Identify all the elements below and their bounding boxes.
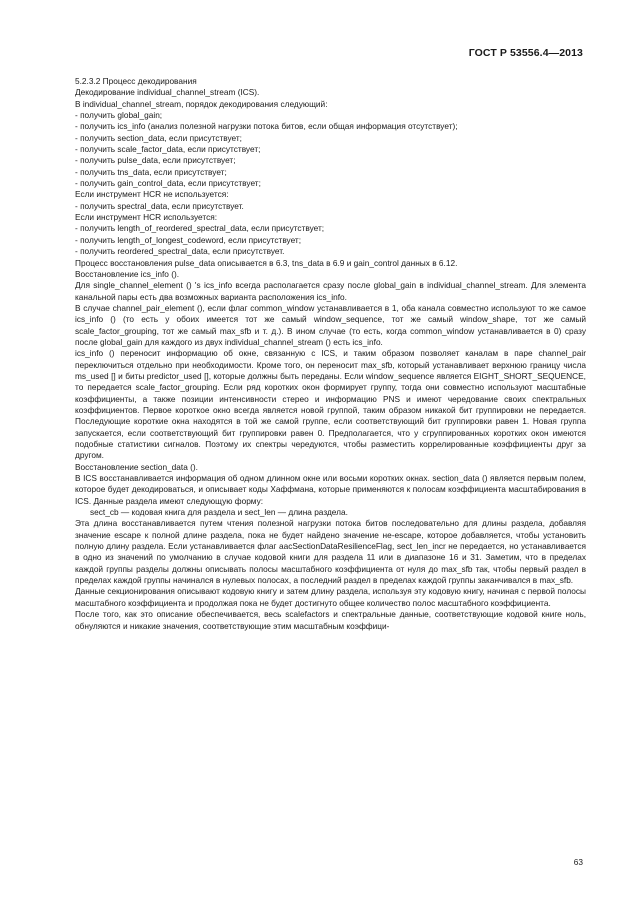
- paragraph: В ICS восстанавливается информация об одном длинном окне или восьми коротких окнах. section_data () является первым полем, которое будет декодироваться, и описывает коды Хаффмана, которые применяются к полосам коэффициента масштабирования в ICS. Данные раздела имеют следующую форму:: [75, 473, 586, 506]
- list-item: - получить pulse_data, если присутствует;: [75, 155, 236, 166]
- list-item: - получить ics_info (анализ полезной нагрузки потока битов, если общая информация отсутствует);: [75, 121, 458, 132]
- list-item: - получить length_of_longest_codeword, если присутствует;: [75, 234, 302, 245]
- list-item: - получить spectral_data, если присутствует.: [75, 200, 244, 211]
- list-item: - получить scale_factor_data, если присутствует;: [75, 144, 261, 155]
- list-item: - получить global_gain;: [75, 110, 163, 121]
- section-heading: 5.2.3.2 Процесс декодирования: [75, 76, 197, 86]
- definition: sect_cb — кодовая книга для раздела и sect_len — длина раздела.: [90, 507, 348, 518]
- paragraph: В individual_channel_stream, порядок декодирования следующий:: [75, 98, 328, 109]
- body-text: [58, 76, 586, 632]
- paragraph: Декодирование individual_channel_stream (ICS).: [75, 87, 260, 98]
- list-item: - получить length_of_reordered_spectral_data, если присутствует;: [75, 223, 325, 234]
- list-item: - получить reordered_spectral_data, если присутствует.: [75, 246, 285, 257]
- paragraph: В случае channel_pair_element (), если флаг common_window устанавливается в 1, оба канала совместно используют то же самое ics_info () (то есть у обоих имеется тот же самый window_sequence, тот же самый window_shape, тот же самый scale_factor_grouping, тот же самый max_sfb и т. д.). В ином случае (то есть, когда common_window устанавливается в 0) сразу после global_gain для каждого из двух individual_channel_stream () есть ics_info.: [75, 302, 586, 347]
- list-item: - получить section_data, если присутствует;: [75, 132, 242, 143]
- paragraph: Для single_channel_element () 's ics_info всегда располагается сразу после global_gain в individual_channel_stream. Для элемента канальной пары есть два возможных варианта расположения ics_info.: [75, 280, 586, 302]
- paragraph: Если инструмент HCR используется:: [75, 212, 218, 223]
- paragraph: Восстановление ics_info ().: [75, 268, 180, 279]
- paragraph: Процесс восстановления pulse_data описывается в 6.3, tns_data в 6.9 и gain_control данных в 6.12.: [75, 257, 458, 268]
- list-item: - получить gain_control_data, если присутствует;: [75, 178, 261, 189]
- paragraph: Восстановление section_data ().: [75, 461, 198, 472]
- paragraph: Эта длина восстанавливается путем чтения полезной нагрузки потока битов последовательно для длины раздела, добавляя значение escape к полной длине раздела, пока не будет найдено значение не-escape, которое добавляется, чтобы установить полную длину раздела. Если устанавливается флаг aacSectionDataResilienceFlag, sect_len_incr не передается, но устанавливается в одно из значений по умолчанию в случае кодовой книги для раздела 11 или в диапазоне 16 и 31. Заметим, что в пределах каждой группы разделы должны описывать полосы масштабного коэффициента от нуля до max_sfb так, чтобы первый раздел в пределах каждой группы начинался в нулевых полосах, а последний раздел в пределах каждой группы заканчивался в max_sfb.: [75, 518, 586, 586]
- paragraph: Если инструмент HCR не используется:: [75, 189, 229, 200]
- standard-designation: ГОСТ Р 53556.4—2013: [468, 47, 583, 59]
- page-number: 63: [573, 857, 583, 867]
- paragraph: После того, как это описание обеспечивается, весь scalefactors и спектральные данные, соответствующие кодовой книге ноль, обнуляются и никакие значения, соответствующие этим масштабным коэффици-: [75, 609, 586, 631]
- paragraph: Данные секционирования описывают кодовую книгу и затем длину раздела, используя эту кодовую книгу, начиная с первой полосы масштабного коэффициента и продолжая пока не будет достигнуто общее количество полос масштабного коэффициента.: [75, 586, 586, 608]
- paragraph: ics_info () переносит информацию об окне, связанную с ICS, и таким образом позволяет каналам в паре channel_pair переключиться отдельно при необходимости. Кроме того, он переносит max_sfb, который устанавливает верхнюю границу числа ms_used [] и биты predictor_used [], которые должны быть переданы. Если window_sequence является EIGHT_SHORT_SEQUENCE, то передается scale_factor_grouping. Если ряд коротких окон формирует группу, тогда они совместно используют масштабные коэффициенты, а также позиции интенсивности стерео и информацию PNS и имеют чередование своих спектральных коэффициентов. Первое короткое окно всегда является новой группой, таким образом никакой бит группировки не передается. Последующие короткие окна находятся в той же самой группе, если соответствующий бит группировки равен 1. Новая группа запускается, если соответствующий бит группировки равен 0. Предполагается, что у сгруппированных коротких окон имеются подобные статистики сигналов. Поэтому их спектры чередуются, чтобы разместить коррелированные коэффициенты друг за другом.: [75, 348, 586, 461]
- list-item: - получить tns_data, если присутствует;: [75, 166, 227, 177]
